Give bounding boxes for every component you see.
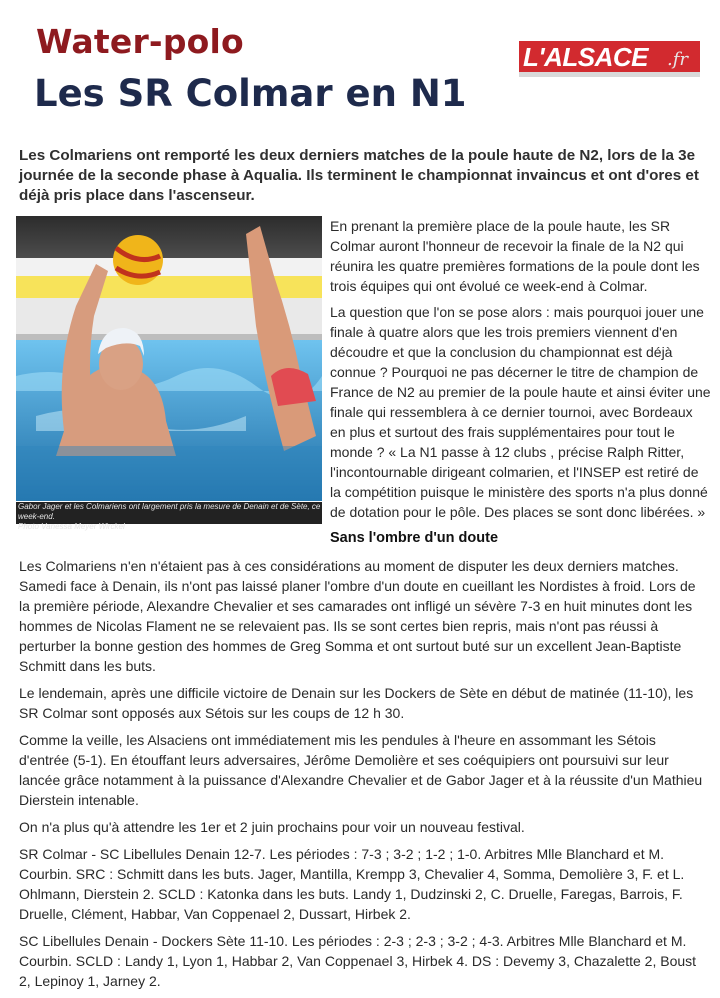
column-paragraph: En prenant la première place de la poule haute, les SR Colmar auront l'honneur de recevoir la finale de la N2 qui réunira les quatre premières formations de la poule dont les trois équipes qui ont évolué ce week-end à Colmar.	[330, 218, 700, 294]
section-kicker: Water-polo	[36, 22, 244, 61]
logo-text: L'ALSACE	[523, 42, 648, 72]
body-paragraph: Comme la veille, les Alsaciens ont immédiatement mis les pendules à l'heure en assommant les Sétois d'entrée (5-1). En étouffant leurs adversaires, Jérôme Demolière et ses coéquipiers ont poursuivi sur leur lancée grâce notamment à la puissance d'Alexandre Chevalier et de Gabor Jager et à la réussite d'un Mathieu Dierstein intenable.	[19, 732, 703, 808]
body-paragraph: On n'a plus qu'à attendre les 1er et 2 juin prochains pour voir un nouveau festival.	[19, 819, 525, 835]
article-subhead: Sans l'ombre d'un doute	[330, 530, 499, 546]
body-paragraph: Les Colmariens n'en n'étaient pas à ces considérations au moment de disputer les deux derniers matches. Samedi face à Denain, ils n'ont pas laissé planer l'ombre d'un doute en cueillant les Nordistes à froid. Lors de la première période, Alexandre Chevalier et ses camarades ont infligé un sévère 7-3 en huit minutes dont les hommes de Nicolas Flament ne se relevaient pas. Ils se sont certes bien repris, mais n'ont pas réussi à perturber la bonne gestion des hommes de Greg Somma et ont surtout buté sur un excellent Jean-Baptiste Schmitt dans les buts.	[19, 558, 696, 674]
site-logo[interactable]	[519, 41, 700, 78]
photo-caption-text: Gabor Jager et les Colmariens ont largement pris la mesure de Denain et de Sète, ce week-end.	[18, 502, 321, 521]
article-column	[330, 216, 712, 528]
article-lead: Les Colmariens ont remporté les deux derniers matches de la poule haute de N2, lors de la 3e journée de la seconde phase à Aqualia. Ils terminent le championnat invaincus et ont d'ores et déjà pris place dans l'ascenseur.	[19, 147, 699, 204]
logo-suffix: .fr	[667, 49, 688, 70]
body-paragraph: SC Libellules Denain - Dockers Sète 11-10. Les périodes : 2-3 ; 2-3 ; 3-2 ; 4-3. Arbitres Mlle Blanchard et M. Courbin. SCLD : Landy 1, Lyon 1, Habbar 2, Van Coppenael 3, Hirbek 4. DS : Devemy 3, Chazalette 2, Boust 2, Lepinoy 1, Jarney 2.	[19, 933, 697, 989]
column-paragraph: La question que l'on se pose alors : mais pourquoi jouer une finale à quatre alors que les trois premiers viennent d'en découdre et que la conclusion du championnat est déjà connue ? Pourquoi ne pas décerner le titre de champion de France de N2 au premier de la poule haute et ainsi éviter une finale qui ressemblera à ce dernier tournoi, avec Bordeaux en plus et surtout des frais supplémentaires pour tout le monde ? « La N1 passe à 12 clubs , précise Ralph Ritter, l'incontournable dirigeant colmarien, et l'INSEP est retiré de la compétition puisque le ministère des sports n'a plus donné de dotation pour le pôle. Des places se sont donc libérées. »	[330, 304, 711, 520]
body-paragraph: SR Colmar - SC Libellules Denain 12-7. Les périodes : 7-3 ; 3-2 ; 1-2 ; 1-0. Arbitres Mlle Blanchard et M. Courbin. SRC : Schmitt dans les buts. Jager, Mantilla, Krempp 3, Chevalier 4, Somma, Demolière 3, F. et L. Ohlmann, Dierstein 2. SCLD : Katonka dans les buts. Landy 1, Dudzinski 2, C. Druelle, Faregas, Barrois, F. Druelle, Clément, Habbar, Van Coppenael 2, Dussart, Hirbek 2.	[19, 846, 685, 922]
article-body	[19, 556, 703, 998]
body-paragraph: Le lendemain, après une difficile victoire de Denain sur les Dockers de Sète en début de matinée (11-10), les SR Colmar sont opposés aux Sétois sur les coups de 12 h 30.	[19, 685, 694, 721]
photo-caption	[16, 502, 322, 531]
page-title: Les SR Colmar en N1	[34, 72, 467, 115]
article-photo	[16, 216, 322, 501]
photo-credit: Photo Vanessa Meyer Wirckel	[18, 522, 125, 531]
